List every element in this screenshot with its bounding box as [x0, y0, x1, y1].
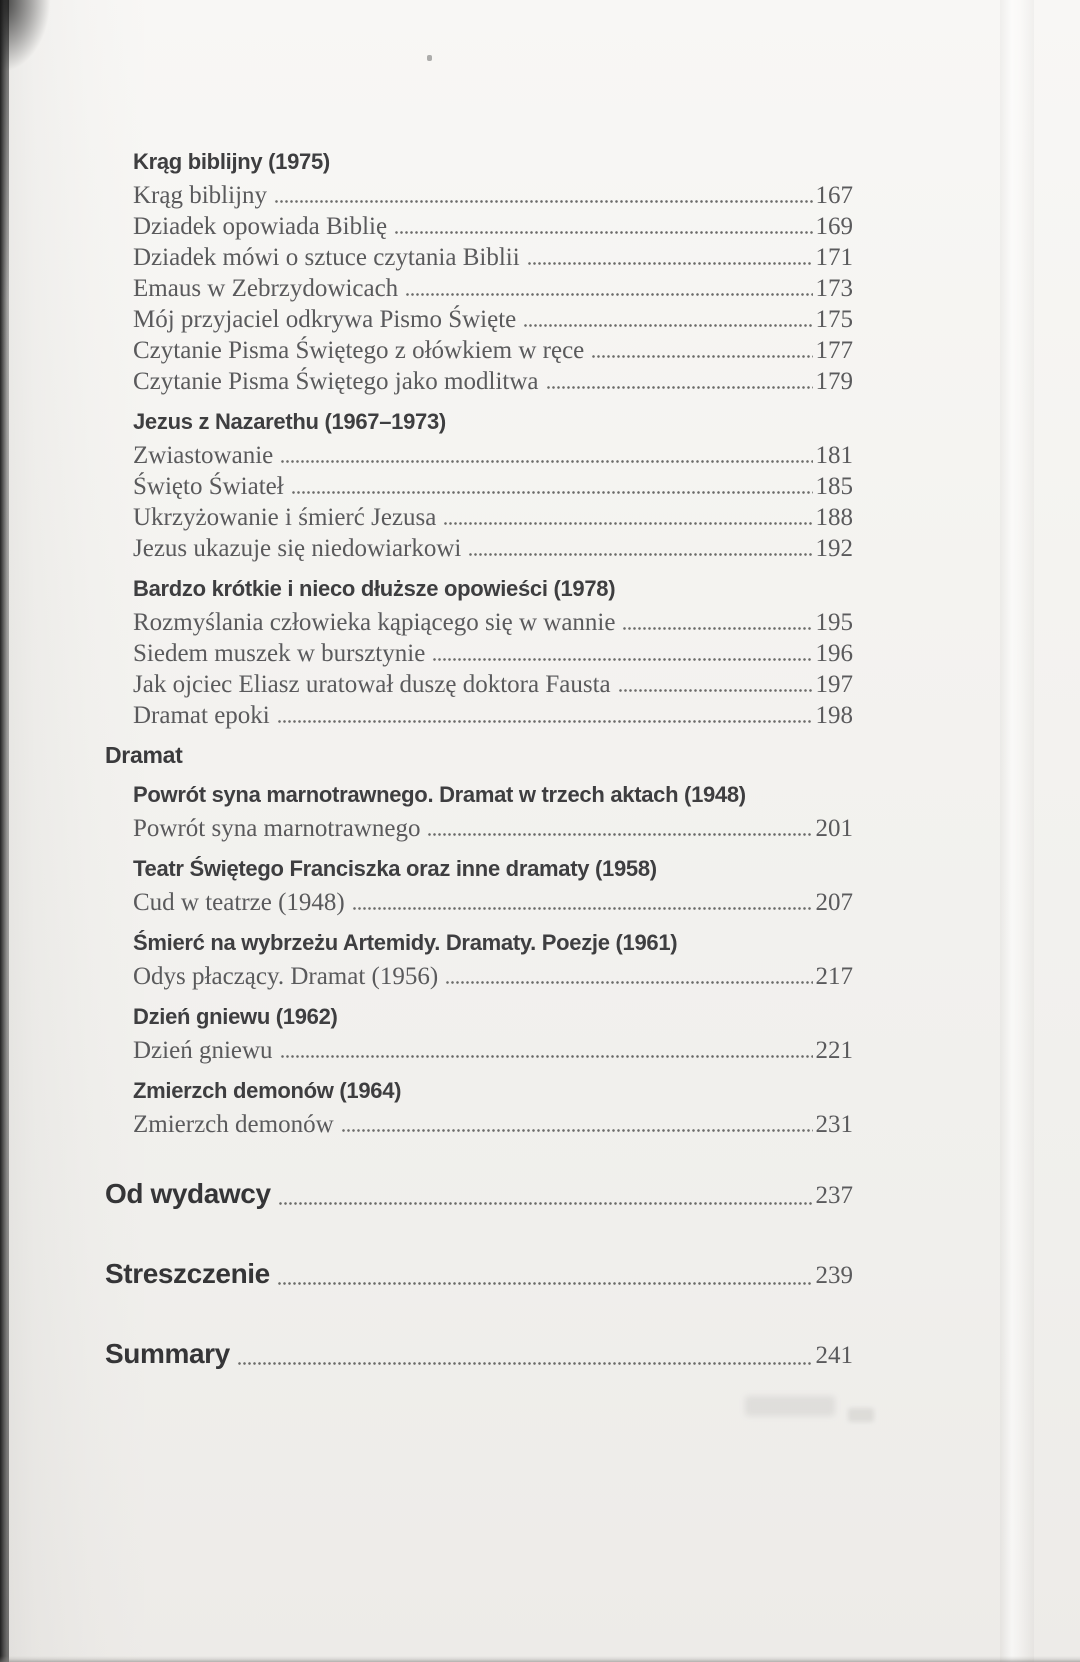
toc-entry — [133, 180, 853, 211]
scan-dark-corner — [0, 0, 70, 100]
dot-leader-icon — [622, 627, 812, 630]
toc-entry-title: Odys płaczący. Dramat (1956) — [133, 963, 439, 990]
dot-leader-icon — [523, 324, 812, 327]
toc-section-heading: Dzień gniewu (1962) — [133, 1004, 338, 1029]
dot-leader-icon — [280, 1055, 813, 1058]
toc-entry — [133, 1109, 853, 1140]
toc-entry-title: Krąg biblijny — [133, 182, 268, 209]
page-number: 239 — [815, 1262, 853, 1289]
page-number: 237 — [815, 1182, 853, 1209]
toc-entry — [133, 813, 853, 844]
toc-entry — [133, 304, 853, 335]
toc-entry — [133, 1035, 853, 1066]
page-number: 192 — [815, 535, 853, 562]
page-number: 171 — [815, 244, 853, 271]
toc-entry — [133, 502, 853, 533]
toc-entry-title: Dziadek mówi o sztuce czytania Biblii — [133, 244, 520, 271]
toc-entry-title: Powrót syna marnotrawnego — [133, 815, 421, 842]
page-number: 196 — [815, 640, 853, 667]
toc-section-heading: Teatr Świętego Franciszka oraz inne dramaty (1958) — [133, 856, 657, 881]
page-number: 217 — [815, 963, 853, 990]
toc-entry — [133, 638, 853, 669]
page-number: 221 — [815, 1037, 853, 1064]
page-number: 231 — [815, 1111, 853, 1138]
dot-leader-icon — [237, 1362, 813, 1365]
toc-section-heading: Powrót syna marnotrawnego. Dramat w trzech aktach (1948) — [133, 782, 746, 807]
toc-entry — [133, 335, 853, 366]
toc-entry-title: Emaus w Zebrzydowicach — [133, 275, 399, 302]
toc-entry — [133, 366, 853, 397]
scan-bottom-edge — [0, 1656, 1080, 1662]
dot-leader-icon — [405, 293, 812, 296]
dot-leader-icon — [291, 491, 813, 494]
page-number: 181 — [815, 442, 853, 469]
toc-entry-title: Czytanie Pisma Świętego jako modlitwa — [133, 368, 539, 395]
dot-leader-icon — [274, 200, 812, 203]
toc-entry — [133, 273, 853, 304]
toc-entry-title: Summary — [105, 1338, 230, 1369]
toc-entry — [133, 242, 853, 273]
toc-entry-title: Siedem muszek w bursztynie — [133, 640, 426, 667]
toc-entry — [133, 211, 853, 242]
dot-leader-icon — [546, 386, 813, 389]
toc-entry-title: Rozmyślania człowieka kąpiącego się w wannie — [133, 609, 616, 636]
toc-entry — [133, 533, 853, 564]
toc-major-entry — [105, 1176, 853, 1214]
ink-ghost-smudge — [848, 1408, 874, 1422]
toc-entry — [133, 700, 853, 731]
toc-entry — [133, 887, 853, 918]
dot-leader-icon — [278, 1202, 813, 1205]
toc-entry — [133, 440, 853, 471]
dot-leader-icon — [280, 460, 812, 463]
dot-leader-icon — [277, 1282, 813, 1285]
page-number: 198 — [815, 702, 853, 729]
scan-binding-edge — [0, 0, 9, 1662]
toc-entry — [133, 961, 853, 992]
toc-entry — [133, 471, 853, 502]
dot-leader-icon — [432, 658, 812, 661]
page-number: 241 — [815, 1342, 853, 1369]
toc-section-heading: Jezus z Nazarethu (1967–1973) — [133, 409, 446, 434]
page-number: 185 — [815, 473, 853, 500]
dot-leader-icon — [427, 833, 812, 836]
toc-entry — [133, 669, 853, 700]
toc-section-heading: Śmierć na wybrzeżu Artemidy. Dramaty. Poezje (1961) — [133, 930, 678, 955]
dot-leader-icon — [618, 689, 813, 692]
dot-leader-icon — [352, 907, 813, 910]
dot-leader-icon — [591, 355, 812, 358]
dot-leader-icon — [394, 231, 812, 234]
toc-section-heading: Krąg biblijny (1975) — [133, 149, 330, 174]
toc-section-heading: Zmierzch demonów (1964) — [133, 1078, 402, 1103]
toc-major-entry — [105, 1256, 853, 1294]
page-number: 179 — [815, 368, 853, 395]
toc-entry-title: Mój przyjaciel odkrywa Pismo Święte — [133, 306, 517, 333]
page-number: 195 — [815, 609, 853, 636]
page-number: 201 — [815, 815, 853, 842]
toc-entry-title: Ukrzyżowanie i śmierć Jezusa — [133, 504, 437, 531]
table-of-contents — [105, 148, 853, 1374]
dot-leader-icon — [277, 720, 813, 723]
page-number: 169 — [815, 213, 853, 240]
page-number: 177 — [815, 337, 853, 364]
toc-entry-title: Święto Świateł — [133, 473, 284, 500]
page-number: 167 — [815, 182, 853, 209]
toc-entry-title: Od wydawcy — [105, 1178, 271, 1209]
toc-entry-title: Zmierzch demonów — [133, 1111, 334, 1138]
toc-entry-title: Jak ojciec Eliasz uratował duszę doktora Fausta — [133, 671, 611, 698]
toc-entry-title: Streszczenie — [105, 1258, 270, 1289]
dot-leader-icon — [468, 553, 812, 556]
toc-entry — [133, 607, 853, 638]
toc-entry-title: Dramat epoki — [133, 702, 270, 729]
toc-entry-title: Dziadek opowiada Biblię — [133, 213, 388, 240]
page-number: 173 — [815, 275, 853, 302]
toc-entry-title: Czytanie Pisma Świętego z ołówkiem w ręce — [133, 337, 585, 364]
page-number: 197 — [815, 671, 853, 698]
dot-leader-icon — [443, 522, 812, 525]
toc-section-heading: Bardzo krótkie i nieco dłuższe opowieści (1978) — [133, 576, 616, 601]
toc-entry-title: Dzień gniewu — [133, 1037, 273, 1064]
toc-major-entry — [105, 1336, 853, 1374]
toc-group-heading: Dramat — [105, 742, 183, 768]
dot-leader-icon — [527, 262, 813, 265]
page-number: 175 — [815, 306, 853, 333]
toc-entry-title: Zwiastowanie — [133, 442, 274, 469]
dot-leader-icon — [341, 1129, 813, 1132]
paper-crease — [1000, 0, 1034, 1662]
page-number: 207 — [815, 889, 853, 916]
dot-leader-icon — [445, 981, 812, 984]
ink-ghost-smudge — [745, 1396, 835, 1416]
toc-entry-title: Cud w teatrze (1948) — [133, 889, 345, 916]
toc-entry-title: Jezus ukazuje się niedowiarkowi — [133, 535, 462, 562]
scan-speck — [427, 55, 432, 61]
page-number: 188 — [815, 504, 853, 531]
